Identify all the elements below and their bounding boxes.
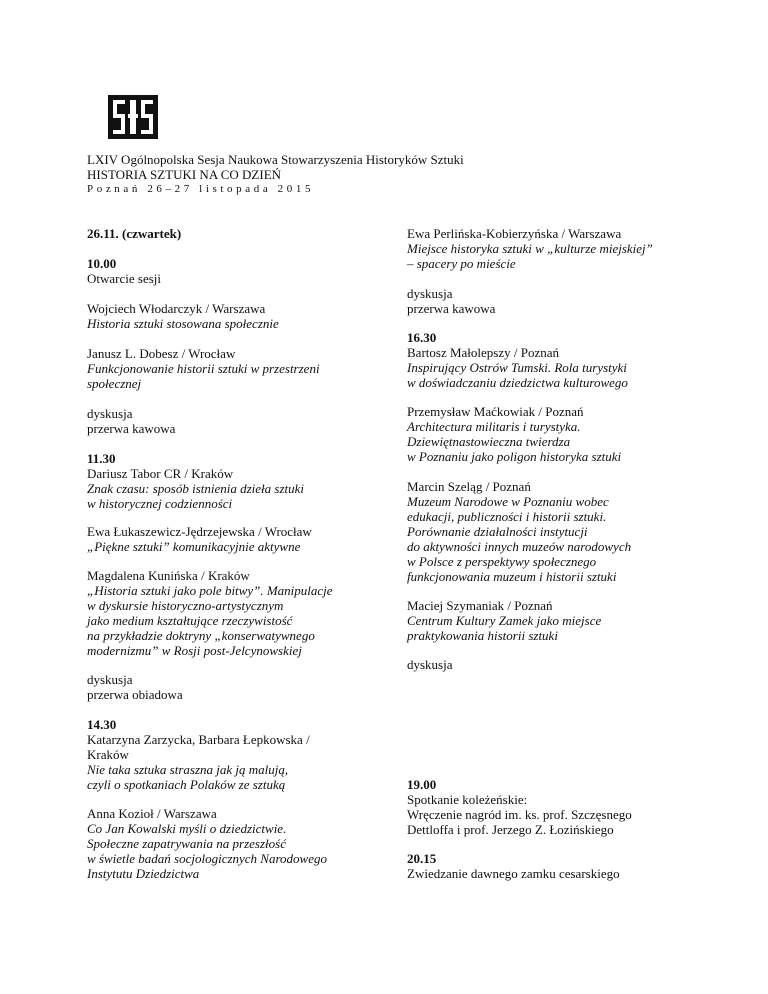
speaker: Marcin Szeląg / Poznań	[407, 479, 531, 494]
item-text: dyskusja	[407, 286, 453, 301]
day-date: 26.11. (czwartek)	[87, 226, 182, 241]
item-text: przerwa kawowa	[87, 421, 176, 436]
talk-title: Muzeum Narodowe w Poznaniu wobec	[407, 494, 609, 509]
speaker: Wojciech Włodarczyk / Warszawa	[87, 301, 266, 316]
item-text: przerwa obiadowa	[87, 687, 183, 702]
conference-title: LXIV Ogólnopolska Sesja Naukowa Stowarzyszenia Historyków Sztuki	[87, 152, 464, 167]
program-item	[407, 777, 707, 837]
talk-title: na przykładzie doktryny „konserwatywnego	[87, 628, 315, 643]
program-item	[87, 806, 387, 881]
talk-title: w świetle badań socjologicznych Narodowego	[87, 851, 327, 866]
talk-title: Historia sztuki stosowana społecznie	[87, 316, 279, 331]
speaker: Maciej Szymaniak / Poznań	[407, 598, 553, 613]
talk-title: Co Jan Kowalski myśli o dziedzictwie.	[87, 821, 287, 836]
talk-title: Porównanie działalności instytucji	[407, 524, 588, 539]
speaker: Kraków	[87, 747, 129, 762]
talk-title: „Historia sztuki jako pole bitwy”. Manipulacje	[87, 583, 333, 598]
talk-title: w historycznej codzienności	[87, 496, 233, 511]
talk-title: Architectura militaris i turystyka.	[407, 419, 581, 434]
talk-title: w dyskursie historyczno-artystycznym	[87, 598, 284, 613]
talk-title: społecznej	[87, 376, 142, 391]
item-text: Spotkanie koleżeńskie:	[407, 792, 528, 807]
session-theme: HISTORIA SZTUKI NA CO DZIEŃ	[87, 167, 282, 182]
time-slot: 19.00	[407, 777, 437, 792]
talk-title: Inspirujący Ostrów Tumski. Rola turystyki	[407, 360, 627, 375]
talk-title: praktykowania historii sztuki	[407, 628, 558, 643]
talk-title: do aktywności innych muzeów narodowych	[407, 539, 632, 554]
item-text: przerwa kawowa	[407, 301, 496, 316]
program-item	[407, 226, 707, 271]
program-item	[407, 286, 707, 316]
talk-title: funkcjonowania muzeum i historii sztuki	[407, 569, 617, 584]
item-text: Zwiedzanie dawnego zamku cesarskiego	[407, 866, 620, 881]
talk-title: Nie taka sztuka straszna jak ją malują,	[87, 762, 289, 777]
time-slot: 11.30	[87, 451, 116, 466]
program-item	[407, 404, 707, 464]
talk-title: w Poznaniu jako poligon historyka sztuki	[407, 449, 622, 464]
speaker: Ewa Łukaszewicz-Jędrzejewska / Wrocław	[87, 524, 312, 539]
speaker: Magdalena Kunińska / Kraków	[87, 568, 250, 583]
program-item	[87, 406, 387, 436]
program-item	[407, 598, 707, 643]
talk-title: jako medium kształtujące rzeczywistość	[87, 613, 293, 628]
talk-title: „Piękne sztuki” komunikacyjnie aktywne	[87, 539, 301, 554]
talk-title: Centrum Kultury Zamek jako miejsce	[407, 613, 602, 628]
program-item	[87, 524, 387, 554]
day-heading	[87, 226, 387, 241]
conference-dates: Poznań 26–27 listopada 2015	[87, 183, 315, 195]
program-item	[87, 717, 387, 792]
talk-title: Funkcjonowanie historii sztuki w przestrzeni	[87, 361, 320, 376]
time-slot: 10.00	[87, 256, 117, 271]
program-item	[407, 330, 707, 390]
program-item	[87, 256, 387, 286]
item-text: Dettloffa i prof. Jerzego Z. Łozińskiego	[407, 822, 614, 837]
time-slot: 14.30	[87, 717, 117, 732]
item-text: Otwarcie sesji	[87, 271, 162, 286]
speaker: Katarzyna Zarzycka, Barbara Łepkowska /	[87, 732, 310, 747]
talk-title: – spacery po mieście	[407, 256, 516, 271]
talk-title: Społeczne zapatrywania na przeszłość	[87, 836, 286, 851]
talk-title: w Polsce z perspektywy społecznego	[407, 554, 597, 569]
program-item	[407, 479, 707, 584]
program-item	[87, 672, 387, 702]
talk-title: Znak czasu: sposób istnienia dzieła sztuki	[87, 481, 305, 496]
item-text: Wręczenie nagród im. ks. prof. Szczęsnego	[407, 807, 632, 822]
program-item	[87, 301, 387, 331]
program-item	[407, 657, 707, 672]
talk-title: Dziewiętnastowieczna twierdza	[407, 434, 571, 449]
time-slot: 16.30	[407, 330, 437, 345]
talk-title: edukacji, publiczności i historii sztuki.	[407, 509, 607, 524]
talk-title: Miejsce historyka sztuki w „kulturze miejskiej”	[407, 241, 653, 256]
item-text: dyskusja	[407, 657, 453, 672]
item-text: dyskusja	[87, 672, 133, 687]
program-item	[87, 346, 387, 391]
talk-title: Instytutu Dziedzictwa	[87, 866, 200, 881]
talk-title: modernizmu” w Rosji post-Jelcynowskiej	[87, 643, 302, 658]
talk-title: czyli o spotkaniach Polaków ze sztuką	[87, 777, 286, 792]
item-text: dyskusja	[87, 406, 133, 421]
speaker: Przemysław Maćkowiak / Poznań	[407, 404, 584, 419]
talk-title: w doświadczaniu dziedzictwa kulturowego	[407, 375, 628, 390]
program-item	[407, 851, 707, 881]
time-slot: 20.15	[407, 851, 437, 866]
speaker: Dariusz Tabor CR / Kraków	[87, 466, 234, 481]
speaker: Bartosz Małolepszy / Poznań	[407, 345, 559, 360]
ssh-logo-icon	[108, 95, 158, 139]
program-item	[87, 568, 387, 658]
conference-header	[87, 152, 687, 197]
speaker: Anna Kozioł / Warszawa	[87, 806, 217, 821]
program-item	[87, 451, 387, 511]
speaker: Janusz L. Dobesz / Wrocław	[87, 346, 236, 361]
speaker: Ewa Perlińska-Kobierzyńska / Warszawa	[407, 226, 622, 241]
